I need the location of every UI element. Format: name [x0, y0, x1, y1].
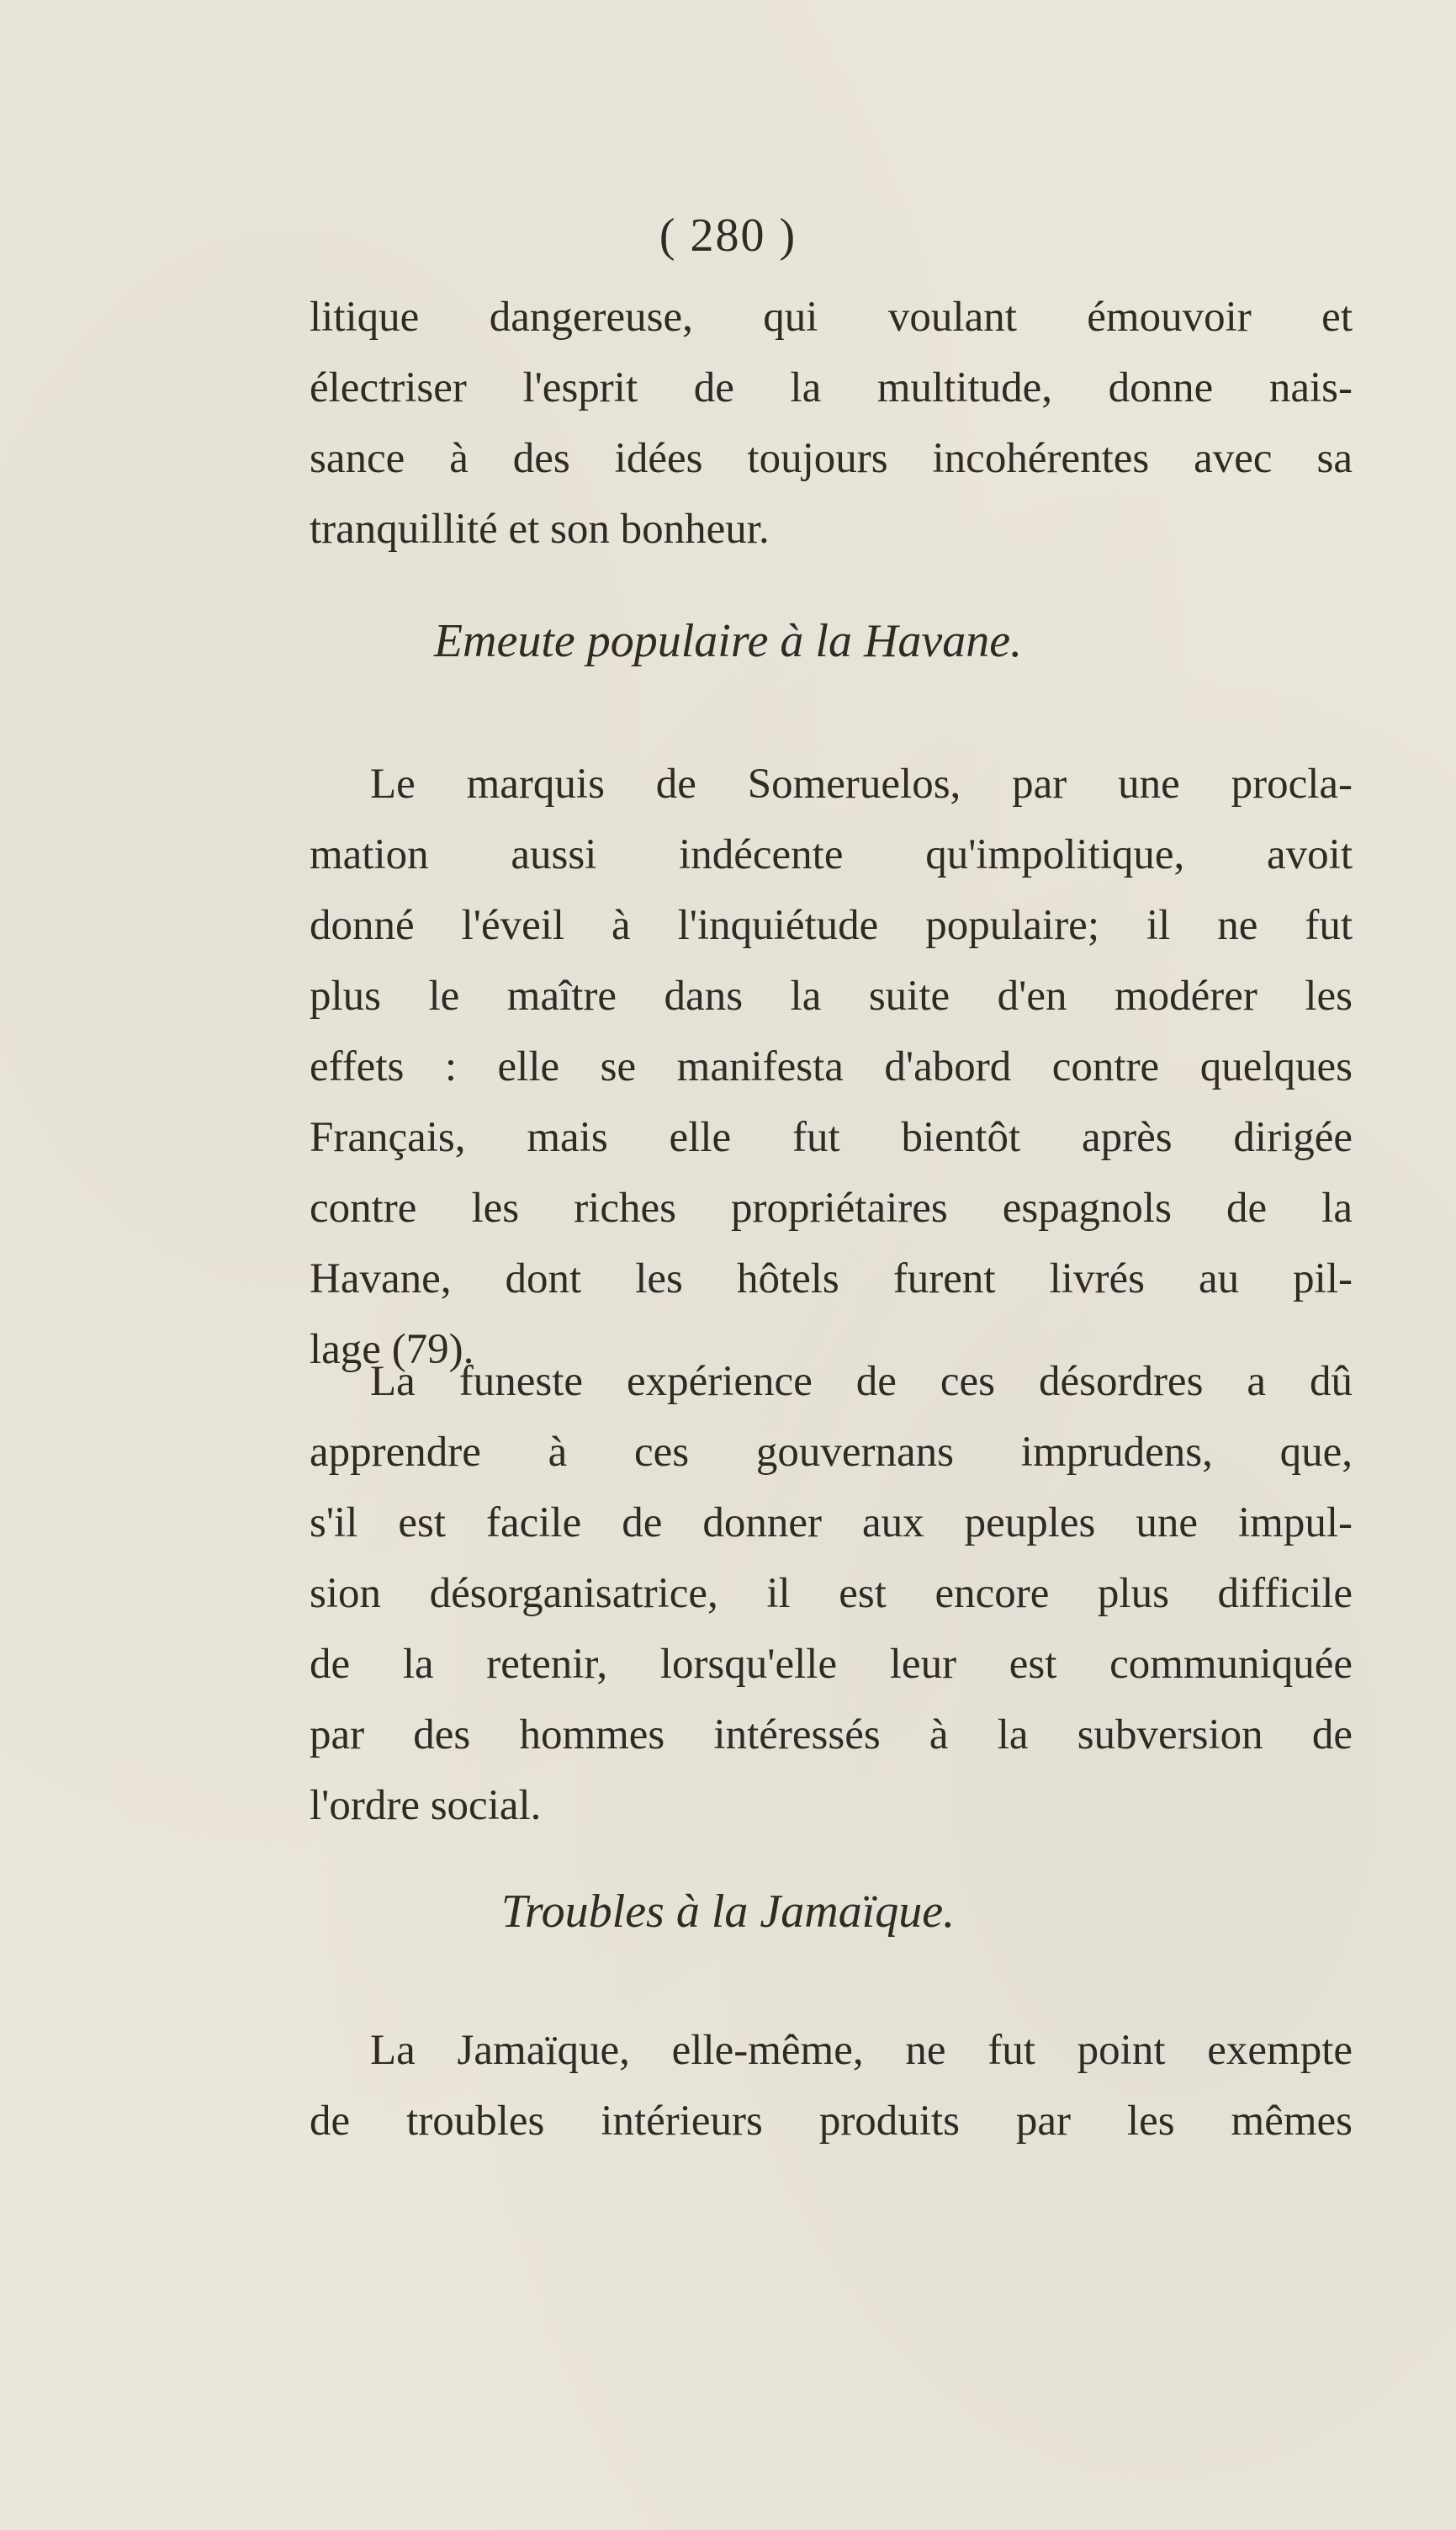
text-line: litique dangereuse, qui voulant émouvoir et	[310, 294, 1353, 341]
text-line: Havane, dont les hôtels furent livrés au pil-	[310, 1255, 1353, 1302]
text-line: Français, mais elle fut bientôt après dirigée	[310, 1114, 1353, 1161]
text-line: l'ordre social.	[310, 1782, 542, 1829]
paragraph	[310, 2015, 1353, 2156]
text-line: lage (79).	[310, 1326, 474, 1373]
paragraph-continuation	[310, 282, 1353, 565]
paragraph	[310, 749, 1353, 1385]
text-line: tranquillité et son bonheur.	[310, 506, 770, 553]
section-heading: Emeute populaire à la Havane.	[433, 615, 1023, 667]
paragraph	[310, 1346, 1353, 1841]
text-line: La Jamaïque, elle-même, ne fut point exempte	[370, 2027, 1353, 2074]
text-line: électriser l'esprit de la multitude, donne nais-	[310, 364, 1353, 411]
text-line: plus le maître dans la suite d'en modérer les	[310, 973, 1353, 1020]
text-line: par des hommes intéressés à la subversion de	[310, 1711, 1353, 1758]
text-line: s'il est facile de donner aux peuples une impul-	[310, 1499, 1353, 1546]
text-line: sion désorganisatrice, il est encore plus difficile	[310, 1570, 1353, 1617]
page-number: ( 280 )	[659, 210, 797, 262]
text-line: La funeste expérience de ces désordres a dû	[370, 1358, 1353, 1405]
text-line: sance à des idées toujours incohérentes avec sa	[310, 435, 1353, 482]
text-line: contre les riches propriétaires espagnols de la	[310, 1185, 1353, 1232]
text-line: apprendre à ces gouvernans imprudens, que,	[310, 1429, 1353, 1476]
text-line: de troubles intérieurs produits par les mêmes	[310, 2098, 1353, 2145]
section-heading: Troubles à la Jamaïque.	[500, 1886, 956, 1938]
text-line: Le marquis de Someruelos, par une procla-	[370, 761, 1353, 808]
text-line: effets : elle se manifesta d'abord contre quelques	[310, 1043, 1353, 1090]
text-line: donné l'éveil à l'inquiétude populaire; il ne fut	[310, 902, 1353, 949]
text-line: de la retenir, lorsqu'elle leur est communiquée	[310, 1641, 1353, 1688]
text-line: mation aussi indécente qu'impolitique, avoit	[310, 831, 1353, 878]
